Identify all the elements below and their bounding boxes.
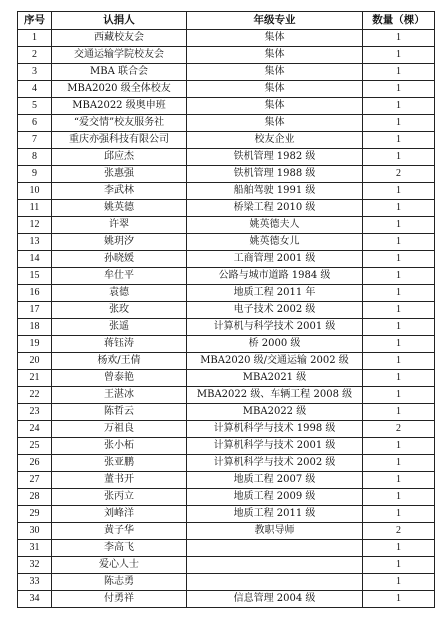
cell-donor: 陈哲云	[52, 404, 187, 421]
table-row	[18, 540, 435, 557]
cell-donor: 西藏校友会	[52, 30, 187, 47]
cell-donor: 杨欢/王倩	[52, 353, 187, 370]
table-row	[18, 404, 435, 421]
cell-quantity: 1	[363, 98, 435, 115]
table-row	[18, 98, 435, 115]
cell-quantity: 1	[363, 370, 435, 387]
cell-donor: MBA2022 级奥申班	[52, 98, 187, 115]
cell-seq: 21	[18, 370, 52, 387]
header-seq: 序号	[18, 12, 52, 30]
cell-quantity: 1	[363, 132, 435, 149]
table-row	[18, 574, 435, 591]
cell-quantity: 1	[363, 506, 435, 523]
table-row	[18, 115, 435, 132]
cell-grade-major: 集体	[187, 81, 363, 98]
cell-quantity: 1	[363, 183, 435, 200]
cell-seq: 4	[18, 81, 52, 98]
cell-seq: 25	[18, 438, 52, 455]
cell-donor: 邱应杰	[52, 149, 187, 166]
cell-donor: 交通运输学院校友会	[52, 47, 187, 64]
cell-donor: 黄子华	[52, 523, 187, 540]
cell-seq: 7	[18, 132, 52, 149]
cell-donor: 牟仕平	[52, 268, 187, 285]
cell-grade-major: 工商管理 2001 级	[187, 251, 363, 268]
cell-donor: 姚英德	[52, 200, 187, 217]
cell-quantity: 1	[363, 251, 435, 268]
table-row	[18, 183, 435, 200]
cell-quantity: 1	[363, 591, 435, 608]
cell-grade-major: 计算机科学与技术 1998 级	[187, 421, 363, 438]
cell-donor: “爱交情”校友服务社	[52, 115, 187, 132]
cell-quantity: 1	[363, 557, 435, 574]
cell-grade-major: 公路与城市道路 1984 级	[187, 268, 363, 285]
cell-seq: 2	[18, 47, 52, 64]
cell-donor: 张丙立	[52, 489, 187, 506]
table-row	[18, 234, 435, 251]
cell-grade-major: 船舶驾驶 1991 级	[187, 183, 363, 200]
cell-grade-major: 桥梁工程 2010 级	[187, 200, 363, 217]
cell-donor: 许翠	[52, 217, 187, 234]
table-row	[18, 285, 435, 302]
cell-seq: 18	[18, 319, 52, 336]
table-row	[18, 81, 435, 98]
cell-seq: 17	[18, 302, 52, 319]
cell-donor: 张亚鹏	[52, 455, 187, 472]
cell-seq: 22	[18, 387, 52, 404]
cell-grade-major: 集体	[187, 30, 363, 47]
cell-grade-major: 集体	[187, 64, 363, 81]
cell-quantity: 1	[363, 319, 435, 336]
table-row	[18, 30, 435, 47]
cell-grade-major: MBA2020 级/交通运输 2002 级	[187, 353, 363, 370]
cell-quantity: 1	[363, 200, 435, 217]
cell-donor: 张小柘	[52, 438, 187, 455]
cell-quantity: 1	[363, 30, 435, 47]
table-row	[18, 200, 435, 217]
cell-quantity: 1	[363, 489, 435, 506]
cell-seq: 27	[18, 472, 52, 489]
header-donor: 认捐人	[52, 12, 187, 30]
table-row	[18, 251, 435, 268]
cell-donor: 万祖良	[52, 421, 187, 438]
cell-grade-major	[187, 557, 363, 574]
donor-table	[17, 11, 435, 608]
cell-donor: 张遥	[52, 319, 187, 336]
cell-seq: 10	[18, 183, 52, 200]
cell-seq: 9	[18, 166, 52, 183]
cell-grade-major	[187, 540, 363, 557]
cell-seq: 11	[18, 200, 52, 217]
cell-seq: 28	[18, 489, 52, 506]
cell-seq: 20	[18, 353, 52, 370]
cell-grade-major: 计算机科学与技术 2001 级	[187, 438, 363, 455]
cell-donor: 重庆亦强科技有限公司	[52, 132, 187, 149]
cell-grade-major: MBA2021 级	[187, 370, 363, 387]
donation-table-sheet	[17, 11, 434, 606]
cell-seq: 23	[18, 404, 52, 421]
table-row	[18, 489, 435, 506]
table-row	[18, 47, 435, 64]
cell-quantity: 1	[363, 438, 435, 455]
cell-donor: 张惠强	[52, 166, 187, 183]
table-row	[18, 217, 435, 234]
cell-seq: 13	[18, 234, 52, 251]
cell-grade-major: MBA2022 级	[187, 404, 363, 421]
table-header-row	[18, 12, 435, 30]
table-row	[18, 166, 435, 183]
cell-donor: 付勇祥	[52, 591, 187, 608]
cell-quantity: 1	[363, 353, 435, 370]
cell-seq: 19	[18, 336, 52, 353]
cell-grade-major: 铁机管理 1988 级	[187, 166, 363, 183]
cell-quantity: 1	[363, 81, 435, 98]
cell-grade-major: 集体	[187, 98, 363, 115]
cell-seq: 6	[18, 115, 52, 132]
cell-grade-major: 姚英德女儿	[187, 234, 363, 251]
cell-quantity: 2	[363, 166, 435, 183]
table-row	[18, 421, 435, 438]
cell-seq: 24	[18, 421, 52, 438]
cell-seq: 3	[18, 64, 52, 81]
cell-seq: 29	[18, 506, 52, 523]
cell-donor: 李高飞	[52, 540, 187, 557]
table-row	[18, 64, 435, 81]
cell-donor: 张玫	[52, 302, 187, 319]
cell-seq: 1	[18, 30, 52, 47]
cell-grade-major: 集体	[187, 115, 363, 132]
table-row	[18, 591, 435, 608]
cell-seq: 15	[18, 268, 52, 285]
cell-donor: MBA2020 级全体校友	[52, 81, 187, 98]
cell-grade-major: 计算机与科学技术 2001 级	[187, 319, 363, 336]
table-row	[18, 336, 435, 353]
table-row	[18, 149, 435, 166]
cell-seq: 16	[18, 285, 52, 302]
cell-donor: MBA 联合会	[52, 64, 187, 81]
cell-quantity: 1	[363, 47, 435, 64]
cell-quantity: 1	[363, 336, 435, 353]
cell-grade-major: 地质工程 2011 级	[187, 506, 363, 523]
cell-seq: 14	[18, 251, 52, 268]
header-grade-major: 年级专业	[187, 12, 363, 30]
cell-quantity: 1	[363, 302, 435, 319]
cell-donor: 曾泰艳	[52, 370, 187, 387]
cell-quantity: 1	[363, 540, 435, 557]
cell-quantity: 1	[363, 217, 435, 234]
cell-quantity: 2	[363, 523, 435, 540]
cell-donor: 蒋钰涛	[52, 336, 187, 353]
cell-quantity: 1	[363, 234, 435, 251]
cell-grade-major: 信息管理 2004 级	[187, 591, 363, 608]
cell-seq: 30	[18, 523, 52, 540]
cell-quantity: 1	[363, 574, 435, 591]
table-row	[18, 268, 435, 285]
cell-donor: 刘峰洋	[52, 506, 187, 523]
cell-quantity: 1	[363, 404, 435, 421]
table-row	[18, 557, 435, 574]
cell-grade-major: 电子技术 2002 级	[187, 302, 363, 319]
cell-donor: 王湛冰	[52, 387, 187, 404]
cell-grade-major: 地质工程 2007 级	[187, 472, 363, 489]
cell-quantity: 1	[363, 387, 435, 404]
cell-quantity: 2	[363, 421, 435, 438]
table-row	[18, 523, 435, 540]
cell-quantity: 1	[363, 268, 435, 285]
cell-seq: 34	[18, 591, 52, 608]
cell-grade-major: 地质工程 2009 级	[187, 489, 363, 506]
cell-donor: 爱心人士	[52, 557, 187, 574]
cell-grade-major	[187, 574, 363, 591]
cell-seq: 33	[18, 574, 52, 591]
cell-seq: 31	[18, 540, 52, 557]
table-row	[18, 319, 435, 336]
cell-grade-major: MBA2022 级、车辆工程 2008 级	[187, 387, 363, 404]
table-row	[18, 370, 435, 387]
cell-grade-major: 校友企业	[187, 132, 363, 149]
table-body	[18, 30, 435, 608]
cell-donor: 姚玥汐	[52, 234, 187, 251]
cell-seq: 26	[18, 455, 52, 472]
cell-donor: 李武林	[52, 183, 187, 200]
cell-quantity: 1	[363, 115, 435, 132]
cell-seq: 32	[18, 557, 52, 574]
table-row	[18, 387, 435, 404]
table-row	[18, 302, 435, 319]
cell-quantity: 1	[363, 472, 435, 489]
table-row	[18, 438, 435, 455]
cell-quantity: 1	[363, 64, 435, 81]
table-row	[18, 132, 435, 149]
table-row	[18, 455, 435, 472]
cell-grade-major: 铁机管理 1982 级	[187, 149, 363, 166]
cell-grade-major: 教职导师	[187, 523, 363, 540]
table-row	[18, 506, 435, 523]
cell-seq: 5	[18, 98, 52, 115]
cell-quantity: 1	[363, 285, 435, 302]
table-row	[18, 472, 435, 489]
cell-donor: 孙晓媛	[52, 251, 187, 268]
cell-grade-major: 姚英德夫人	[187, 217, 363, 234]
cell-quantity: 1	[363, 455, 435, 472]
cell-grade-major: 桥 2000 级	[187, 336, 363, 353]
cell-quantity: 1	[363, 149, 435, 166]
cell-grade-major: 集体	[187, 47, 363, 64]
header-quantity: 数量（棵）	[363, 12, 435, 30]
cell-grade-major: 计算机科学与技术 2002 级	[187, 455, 363, 472]
table-row	[18, 353, 435, 370]
cell-seq: 12	[18, 217, 52, 234]
cell-seq: 8	[18, 149, 52, 166]
cell-donor: 陈志勇	[52, 574, 187, 591]
cell-grade-major: 地质工程 2011 年	[187, 285, 363, 302]
cell-donor: 袁德	[52, 285, 187, 302]
cell-donor: 董书开	[52, 472, 187, 489]
